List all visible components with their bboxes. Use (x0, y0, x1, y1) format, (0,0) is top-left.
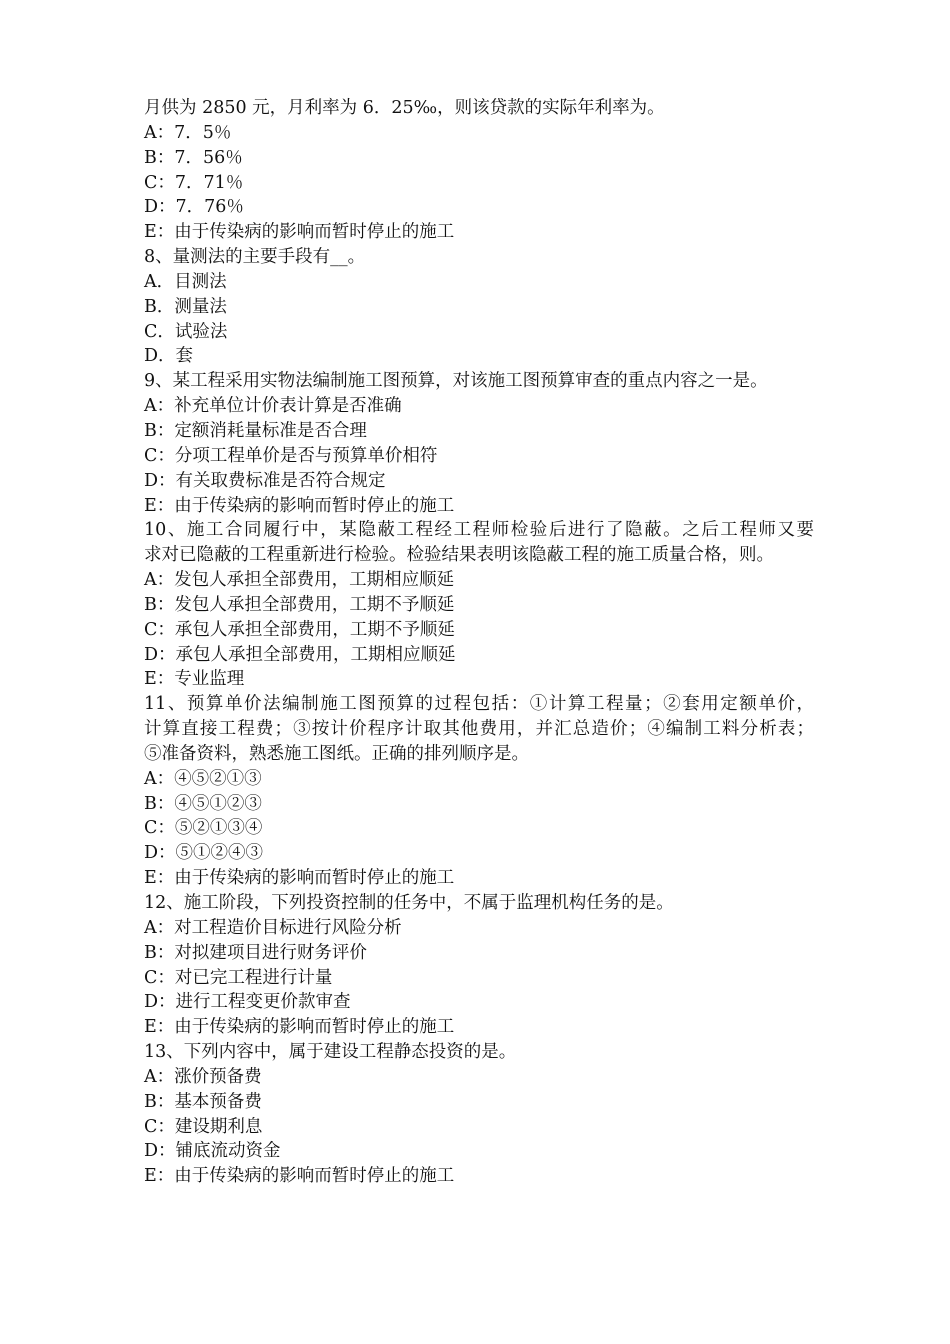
question-13-option-b: B：基本预备费 (144, 1091, 262, 1112)
question-12-option-c: C：对已完工程进行计量 (144, 967, 333, 988)
question-13-option-e: E：由于传染病的影响而暂时停止的施工 (144, 1166, 455, 1187)
question-8-option-d: D．套 (144, 346, 194, 367)
question-11-option-a: A：④⑤②①③ (144, 768, 262, 789)
question-13-stem: 13、下列内容中，属于建设工程静态投资的是。 (144, 1042, 517, 1063)
question-12-option-e: E：由于传染病的影响而暂时停止的施工 (144, 1017, 455, 1038)
question-10-stem-line-2: 求对已隐蔽的工程重新进行检验。检验结果表明该隐蔽工程的施工质量合格，则。 (144, 545, 774, 566)
question-10-stem-line-1: 10、施工合同履行中，某隐蔽工程经工程师检验后进行了隐蔽。之后工程师又要 (144, 520, 814, 541)
question-11-option-e: E：由于传染病的影响而暂时停止的施工 (144, 868, 455, 889)
question-11-option-b: B：④⑤①②③ (144, 793, 262, 814)
question-9-option-a: A：补充单位计价表计算是否准确 (144, 396, 402, 417)
question-9-stem: 9、某工程采用实物法编制施工图预算，对该施工图预算审查的重点内容之一是。 (144, 371, 768, 392)
question-12-stem: 12、施工阶段，下列投资控制的任务中，不属于监理机构任务的是。 (144, 893, 674, 913)
question-10-option-a: A：发包人承担全部费用，工期相应顺延 (144, 570, 455, 591)
question-8-option-a: A．目测法 (144, 271, 227, 292)
question-7-option-c: C：7．71％ (144, 172, 244, 193)
question-7-option-e: E：由于传染病的影响而暂时停止的施工 (144, 222, 455, 243)
question-8-option-b: B．测量法 (144, 296, 227, 317)
question-11-stem-line-3: ⑤准备资料，熟悉施工图纸。正确的排列顺序是。 (144, 743, 529, 764)
question-8-option-c: C．试验法 (144, 321, 228, 342)
question-9-option-c: C：分项工程单价是否与预算单价相符 (144, 445, 438, 466)
question-10-option-e: E：专业监理 (144, 669, 245, 690)
question-13-option-c: C：建设期利息 (144, 1116, 263, 1137)
question-11-stem-line-2: 计算直接工程费；③按计价程序计取其他费用，并汇总造价；④编制工料分析表； (144, 719, 814, 740)
question-13-option-a: A：涨价预备费 (144, 1066, 262, 1087)
question-9-option-e: E：由于传染病的影响而暂时停止的施工 (144, 495, 455, 516)
question-11-stem-line-1: 11、预算单价法编制施工图预算的过程包括：①计算工程量；②套用定额单价， (144, 694, 814, 715)
question-11-option-c: C：⑤②①③④ (144, 818, 263, 839)
question-7-option-a: A：7．5％ (144, 122, 232, 143)
question-11-option-d: D：⑤①②④③ (144, 843, 264, 864)
question-9-option-d: D：有关取费标准是否符合规定 (144, 470, 386, 491)
question-10-option-c: C：承包人承担全部费用，工期不予顺延 (144, 619, 455, 640)
question-12-option-d: D：进行工程变更价款审查 (144, 992, 351, 1013)
question-7-option-b: B：7．56％ (144, 147, 243, 168)
question-7-stem-tail: 月供为 2850 元，月利率为 6．25‰，则该贷款的实际年利率为。 (144, 98, 665, 118)
question-9-option-b: B：定额消耗量标准是否合理 (144, 420, 367, 441)
question-12-option-a: A：对工程造价目标进行风险分析 (144, 917, 402, 938)
question-13-option-d: D：铺底流动资金 (144, 1141, 281, 1162)
question-7-option-d: D：7．76％ (144, 197, 244, 218)
question-10-option-b: B：发包人承担全部费用，工期不予顺延 (144, 594, 455, 615)
question-10-option-d: D：承包人承担全部费用，工期相应顺延 (144, 644, 456, 665)
document-body (144, 96, 814, 1189)
question-8-stem: 8、量测法的主要手段有__。 (144, 247, 366, 268)
question-12-option-b: B：对拟建项目进行财务评价 (144, 942, 367, 963)
